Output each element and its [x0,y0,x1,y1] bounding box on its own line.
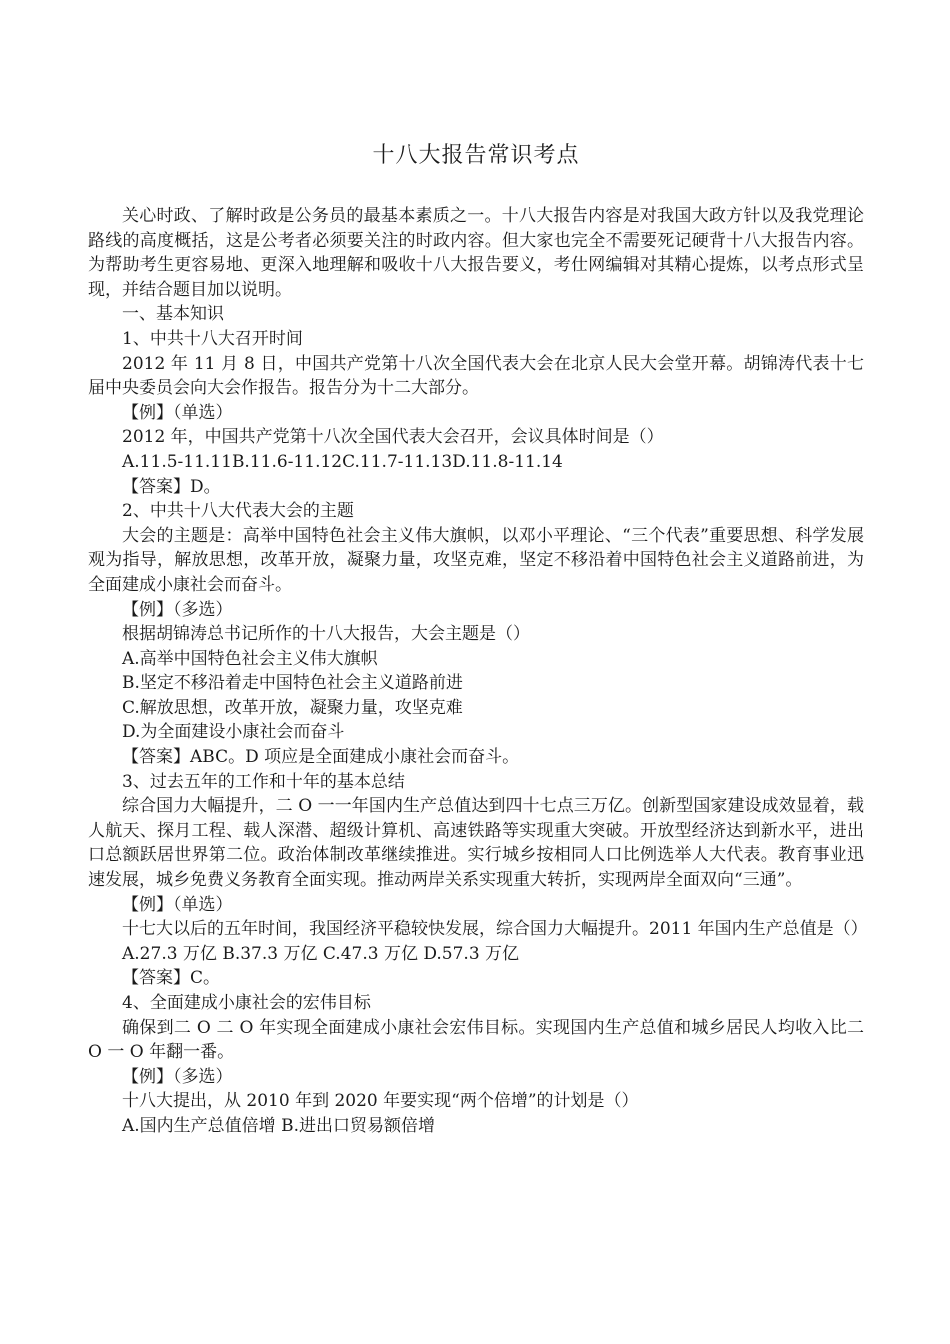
question-option: D.为全面建设小康社会而奋斗 [122,722,345,743]
question-text: 根据胡锦涛总书记所作的十八大报告，大会主题是（） [122,624,530,645]
question-text: 十八大提出，从 2010 年到 2020 年要实现“两个倍增”的计划是（） [122,1091,639,1112]
intro-paragraph: 关心时政、了解时政是公务员的最基本素质之一。十八大报告内容是对我国大政方针以及我党理论路线的高度概括，这是公考者必须要关注的时政内容。但大家也完全不需要死记硬背十八大报告内容。为帮助考生更容易地、更深入地理解和吸收十八大报告要义，考仕网编辑对其精心提炼，以考点形式呈现，并结合题目加以说明。 [88,206,864,300]
body-paragraph: 2012 年 11 月 8 日，中国共产党第十八次全国代表大会在北京人民大会堂开幕。胡锦涛代表十七届中央委员会向大会作报告。报告分为十二大部分。 [88,353,864,399]
example-label: 【例】（单选） [122,402,233,423]
question-option: A.高举中国特色社会主义伟大旗帜 [122,648,378,669]
example-label: 【例】（单选） [122,894,233,915]
question-text: 十七大以后的五年时间，我国经济平稳较快发展，综合国力大幅提升。2011 年国内生产总值是（） [122,919,868,940]
answer-text: 【答案】ABC。D 项应是全面建成小康社会而奋斗。 [122,747,520,768]
subsection-heading: 1、中共十八大召开时间 [122,328,303,349]
document-body [88,204,868,1139]
body-paragraph: 大会的主题是：高举中国特色社会主义伟大旗帜，以邓小平理论、“三个代表”重要思想、科学发展观为指导，解放思想，改革开放，凝聚力量，攻坚克难，坚定不移沿着中国特色社会主义道路前进，为全面建成小康社会而奋斗。 [88,525,864,595]
section-heading: 一、基本知识 [122,304,224,325]
question-option: B.坚定不移沿着走中国特色社会主义道路前进 [122,673,463,694]
question-options: A.国内生产总值倍增 B.进出口贸易额倍增 [122,1115,435,1136]
question-options: A.11.5-11.11B.11.6-11.12C.11.7-11.13D.11.8-11.14 [122,451,563,472]
body-paragraph: 综合国力大幅提升，二 O 一一年国内生产总值达到四十七点三万亿。创新型国家建设成效显着，载人航天、探月工程、载人深潜、超级计算机、高速铁路等实现重大突破。开放型经济达到新水平，进出口总额跃居世界第二位。政治体制改革继续推进。实行城乡按相同人口比例选举人大代表。教育事业迅速发展，城乡免费义务教育全面实现。推动两岸关系实现重大转折，实现两岸全面双向“三通”。 [88,796,864,891]
subsection-heading: 2、中共十八大代表大会的主题 [122,501,354,522]
document-title: 十八大报告常识考点 [372,143,580,168]
example-label: 【例】（多选） [122,1066,233,1087]
answer-text: 【答案】C。 [122,968,221,989]
question-text: 2012 年，中国共产党第十八次全国代表大会召开，会议具体时间是（） [122,427,664,448]
body-paragraph: 确保到二 O 二 O 年实现全面建成小康社会宏伟目标。实现国内生产总值和城乡居民人均收入比二 O 一 O 年翻一番。 [88,1017,864,1063]
subsection-heading: 3、过去五年的工作和十年的基本总结 [122,771,405,792]
subsection-heading: 4、全面建成小康社会的宏伟目标 [122,993,371,1013]
question-options: A.27.3 万亿 B.37.3 万亿 C.47.3 万亿 D.57.3 万亿 [122,943,520,964]
example-label: 【例】（多选） [122,599,233,620]
question-option: C.解放思想，改革开放，凝聚力量，攻坚克难 [122,697,463,718]
answer-text: 【答案】D。 [122,476,221,497]
